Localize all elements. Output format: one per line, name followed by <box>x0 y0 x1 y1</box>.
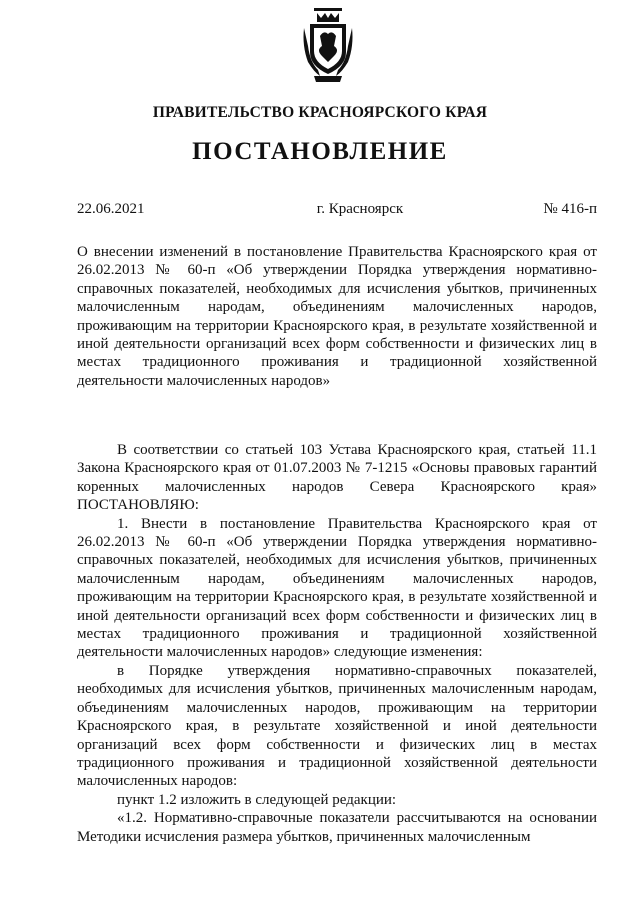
document-date: 22.06.2021 <box>77 201 145 217</box>
subject-paragraph: О внесении изменений в постановление Правительства Красноярского края от 26.02.2013 № 60-п «Об утверждении Порядка утверждения нормативно-справочных показателей, необходимых для исчисления убытков, причиненных малочисленным народам, объединениям малочисленных народов, проживающим на территории Красноярского края, в результате хозяйственной и иной деятельности организаций всех форм собственности и физических лиц в местах традиционного проживания и традиционной хозяйственной деятельности малочисленных народов» <box>77 244 597 389</box>
clause-1-paragraph: 1. Внести в постановление Правительства Красноярского края от 26.02.2013 № 60-п «Об утверждении Порядка утверждения нормативно-справочных показателей, необходимых для исчисления убытков, причиненных малочисленным народам, объединениям малочисленных народов, проживающим на территории Красноярского края, в результате хозяйственной и иной деятельности организаций всех форм собственности и физических лиц в местах традиционного проживания и традиционной хозяйственной деятельности малочисленных народов» следующие изменения: <box>77 515 597 661</box>
coat-of-arms-emblem <box>300 6 356 86</box>
amendment-text-paragraph: «1.2. Нормативно-справочные показатели рассчитываются на основании Методики исчисления размера убытков, причиненных малочисленным <box>77 810 597 845</box>
preamble-text: В соответствии со статьей 103 Устава Красноярского края, статьей 11.1 Закона Красноярского края от 01.07.2003 № 7-1215 «Основы правовых гарантий коренных малочисленных народов Севера Красноярского края» <box>77 442 597 495</box>
document-type-title: ПОСТАНОВЛЕНИЕ <box>192 138 448 165</box>
amendment-intro-paragraph: в Порядке утверждения нормативно-справочных показателей, необходимых для исчисления убытков, причиненных малочисленным народам, объединениям малочисленных народов, проживающим на территории Красноярского края, в результате хозяйственной и иной деятельности организаций всех форм собственности и физических лиц в местах традиционного проживания и традиционной хозяйственной деятельности малочисленных народов: <box>77 662 597 790</box>
preamble-paragraph <box>77 441 597 515</box>
decree-word: ПОСТАНОВЛЯЮ: <box>77 497 199 514</box>
amendment-instruction-paragraph: пункт 1.2 изложить в следующей редакции: <box>117 791 397 808</box>
document-place: г. Красноярск <box>316 201 404 217</box>
document-subject <box>77 243 597 390</box>
organization-title: ПРАВИТЕЛЬСТВО КРАСНОЯРСКОГО КРАЯ <box>152 104 488 121</box>
document-meta-row <box>77 201 597 218</box>
document-body <box>77 441 597 846</box>
document-number: № 416-п <box>543 201 597 217</box>
